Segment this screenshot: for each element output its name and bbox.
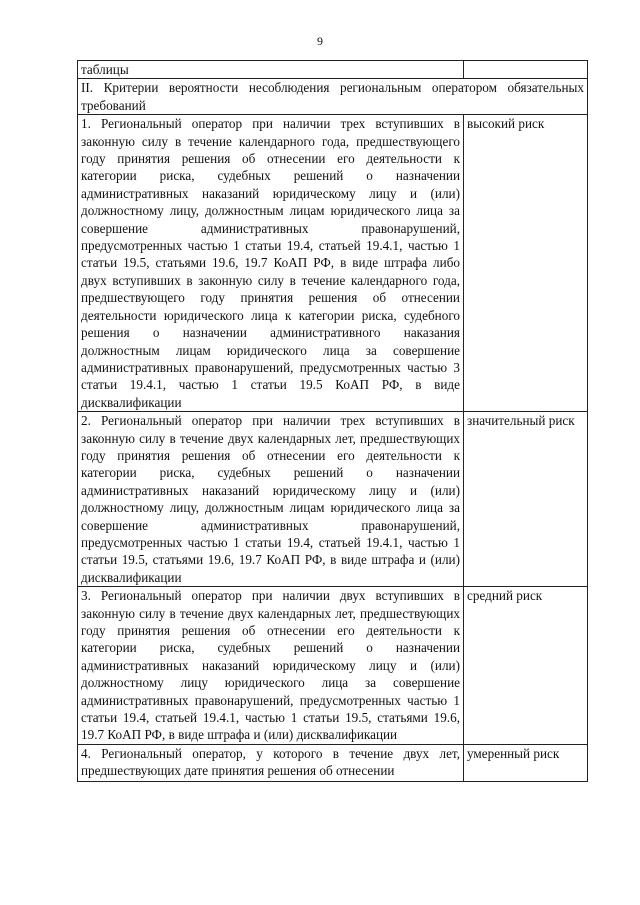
table-row <box>78 61 588 79</box>
table-row <box>78 79 588 115</box>
table-cell-empty <box>464 61 588 79</box>
table-row <box>78 115 588 412</box>
table-row <box>78 412 588 587</box>
risk-category: высокий риск <box>464 115 588 412</box>
page-number: 9 <box>317 34 323 48</box>
risk-category: средний риск <box>464 587 588 745</box>
risk-category: значительный риск <box>464 412 588 587</box>
criterion-text-fragment: 4. Региональный оператор, у которого в течение двух лет, предшествующих дате принятия решения об отнесении <box>81 745 460 779</box>
table-row <box>78 744 588 781</box>
criterion-text: 1. Региональный оператор при наличии трех вступивших в законную силу в течение календарного года, предшествующего году принятия решения об отнесении его деятельности к категории риска, судебных решений о назначении административных наказаний юридическому лицу и (или) должностному лицу, должностным лицам юридического лица за совершение административных правонарушений, предусмотренных частью 1 статьи 19.4, статьей 19.4.1, частью 1 статьи 19.5, статьями 19.6, 19.7 КоАП РФ, в виде штрафа либо двух вступивших в законную силу в течение календарного года, предшествующего году принятия решения об отнесении деятельности юридического лица к категории риска, судебного решения о назначении административного наказания должностным лицам юридического лица за совершение административных правонарушений, предусмотренных частью 3 статьи 19.4.1, частью 1 статьи 19.5 КоАП РФ, в виде дисквалификации <box>78 115 464 412</box>
table-cell-continuation: таблицы <box>78 61 464 79</box>
criterion-text <box>78 744 464 781</box>
section-heading: II. Критерии вероятности несоблюдения региональным оператором обязательных требований <box>78 79 588 115</box>
table-row <box>78 587 588 745</box>
criterion-text: 3. Региональный оператор при наличии двух вступивших в законную силу в течение двух календарных лет, предшествующих году принятия решения об отнесении его деятельности к категории риска, судебных решений о назначении административных наказаний юридическому лицу и (или) должностному лицу юридического лица за совершение административных правонарушений, предусмотренных частью 1 статьи 19.4, статьей 19.4.1, частью 1 статьи 19.5, статьями 19.6, 19.7 КоАП РФ, в виде штрафа и (или) дисквалификации <box>78 587 464 745</box>
risk-criteria-table <box>77 60 588 782</box>
criterion-text: 2. Региональный оператор при наличии трех вступивших в законную силу в течение двух календарных лет, предшествующих году принятия решения об отнесении его деятельности к категории риска, судебных решений о назначении административных наказаний юридическому лицу и (или) должностному лицу, должностным лицам юридического лица за совершение административных правонарушений, предусмотренных частью 1 статьи 19.4, статьей 19.4.1, частью 1 статьи 19.5, статьями 19.6, 19.7 КоАП РФ, в виде штрафа и (или) дисквалификации <box>78 412 464 587</box>
risk-category: умеренный риск <box>464 744 588 781</box>
